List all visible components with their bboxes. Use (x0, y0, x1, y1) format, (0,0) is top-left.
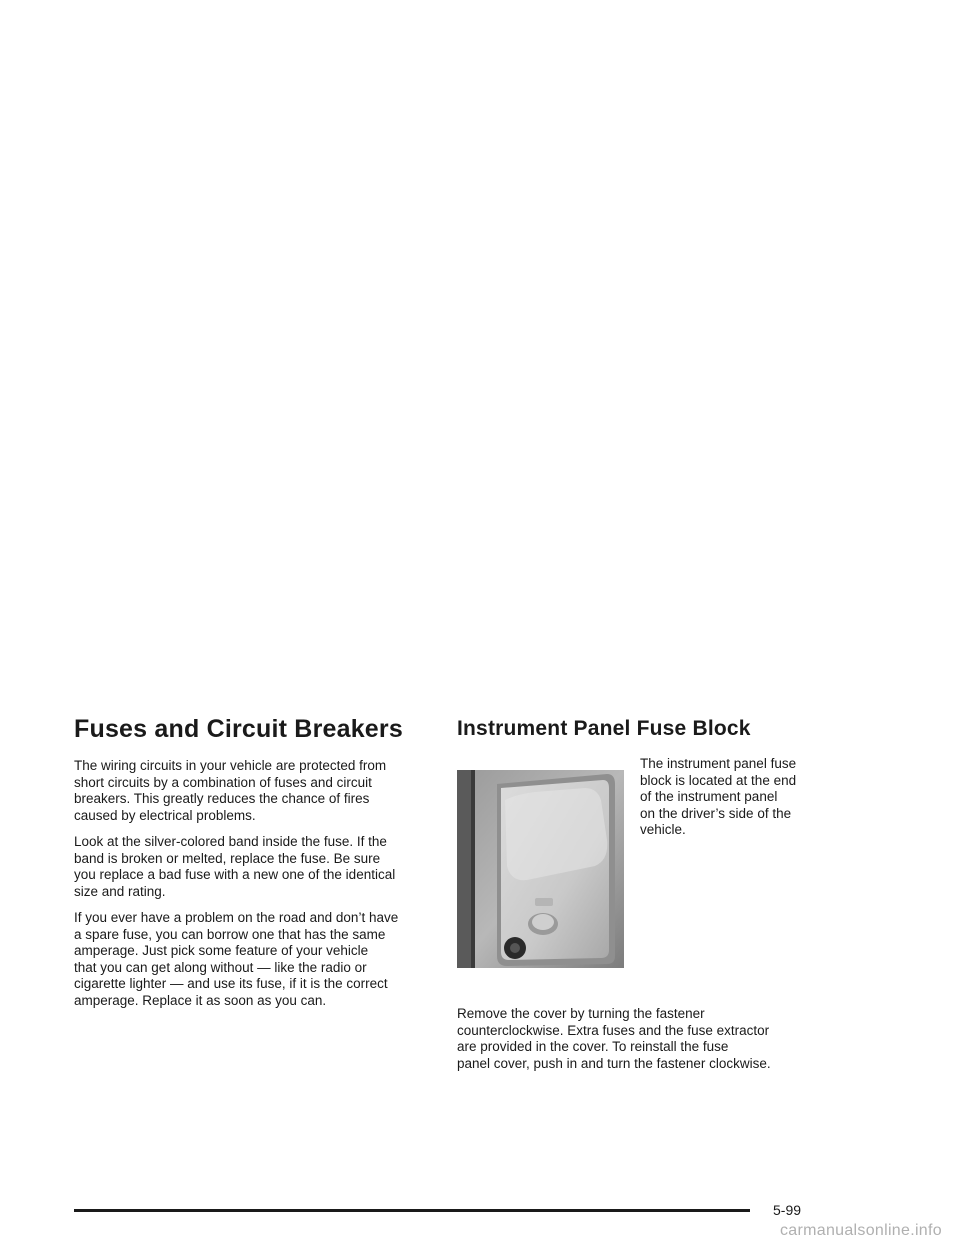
fuses-paragraph-3: If you ever have a problem on the road and don’t have a spare fuse, you can borrow one that has the same amperage. Just pick some feature of your vehicle that you can get along without — like the radio or cigarette lighter — and use its fuse, if it is the correct amperage. Replace it as soon as you can. (74, 910, 399, 1008)
figure-row (457, 756, 857, 974)
page-number: 5-99 (773, 1202, 802, 1218)
fuses-paragraph-2: Look at the silver-colored band inside the fuse. If the band is broken or melted, replace the fuse. Be sure you replace a bad fuse with a new one of the identical size and rating. (74, 834, 396, 899)
fuses-heading: Fuses and Circuit Breakers (74, 715, 403, 743)
fuses-paragraph-1: The wiring circuits in your vehicle are protected from short circuits by a combination of fuses and circuit breakers. This greatly reduces the chance of fires caused by electrical problems. (74, 758, 387, 823)
remove-cover-text: Remove the cover by turning the fastener counterclockwise. Extra fuses and the fuse extractor are provided in the cover. To reinstall the fuse panel cover, push in and turn the fastener clockwise. (457, 1006, 771, 1071)
instrument-panel-heading: Instrument Panel Fuse Block (457, 717, 751, 740)
footer-rule (74, 1209, 750, 1212)
fuse-block-cover-illustration (457, 770, 624, 968)
fuse-block-location-text: The instrument panel fuse block is located at the end of the instrument panel on the driver’s side of the vehicle. (640, 756, 797, 837)
fuses-section (74, 712, 424, 1019)
watermark: carmanualsonline.info (780, 1222, 942, 1239)
fuse-block-cover-photo (457, 770, 624, 968)
instrument-panel-section (457, 712, 857, 1082)
